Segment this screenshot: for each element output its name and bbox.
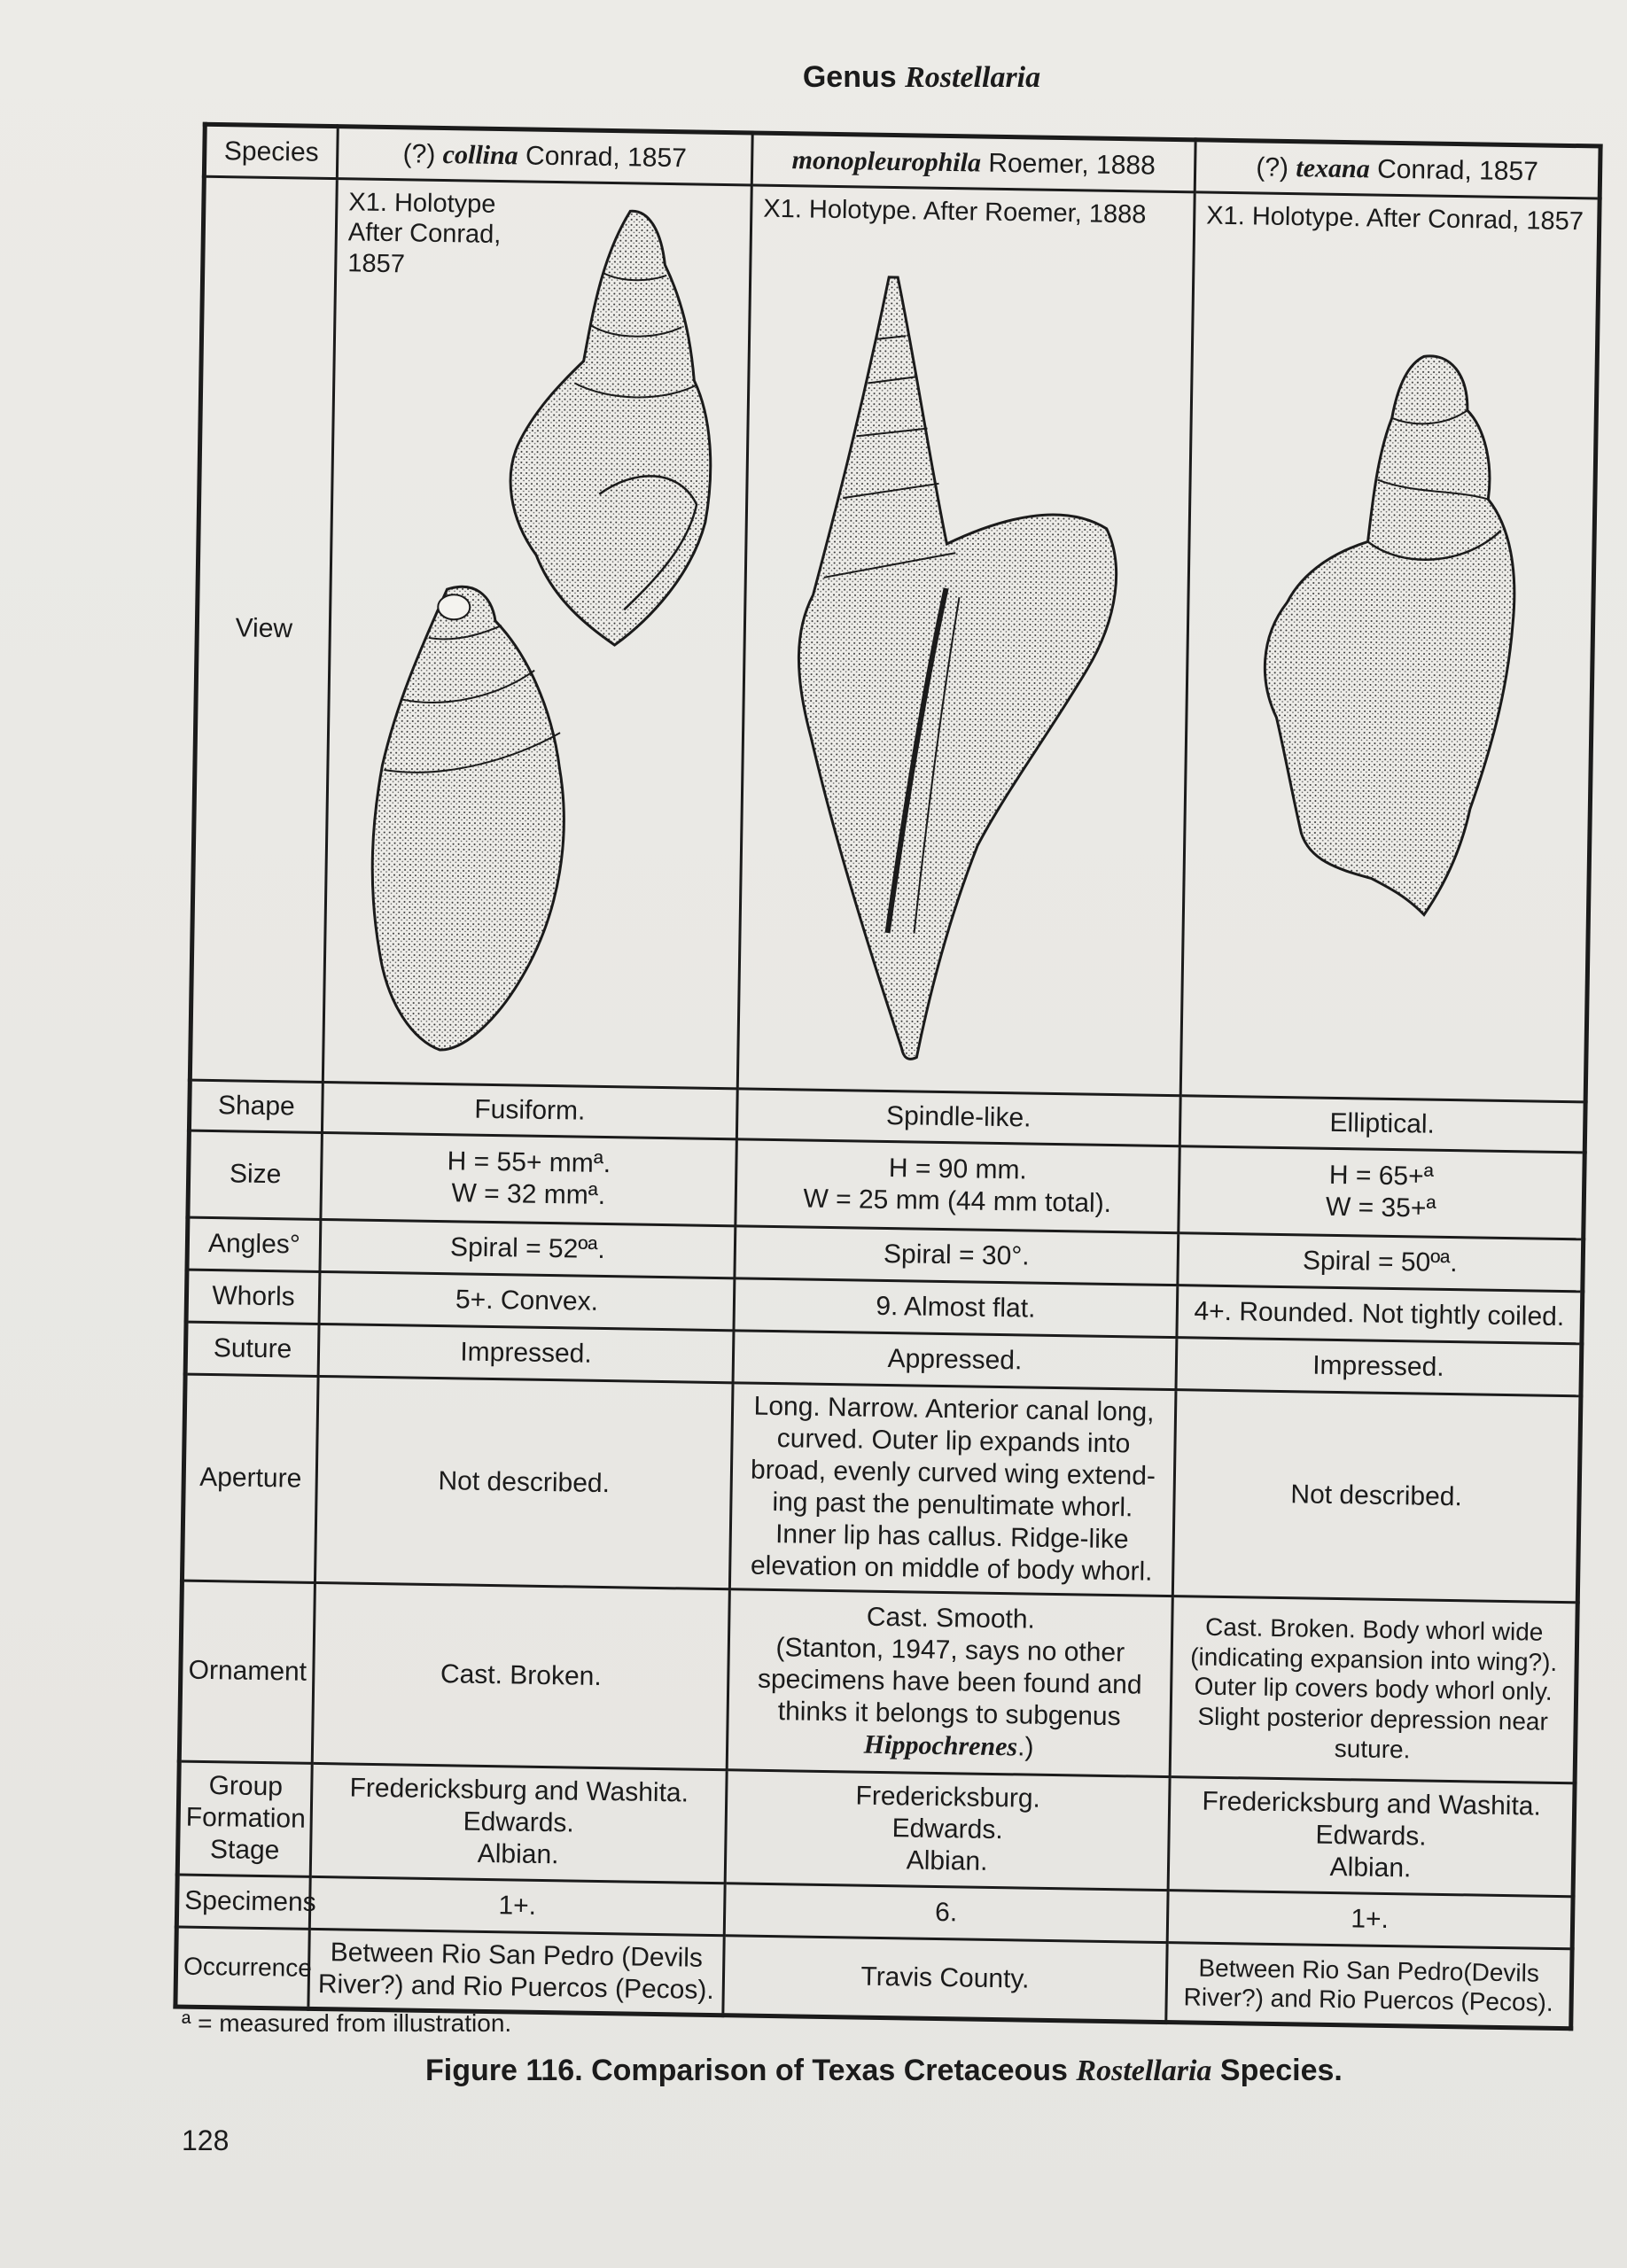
monopleurophila-shell-illustration <box>761 258 1181 1079</box>
view-collina <box>323 179 751 1089</box>
size-monopleurophila: H = 90 mm. W = 25 mm (44 mm total). <box>736 1139 1179 1233</box>
suture-texana: Impressed. <box>1176 1338 1582 1396</box>
occurrence-monopleurophila: Travis County. <box>723 1936 1167 2023</box>
aperture-collina: Not described. <box>315 1377 733 1589</box>
row-label-size: Size <box>188 1130 323 1219</box>
suture-collina: Impressed. <box>318 1324 734 1383</box>
shape-texana: Elliptical. <box>1179 1096 1585 1153</box>
species-header-texana: (?) texana Conrad, 1857 <box>1195 140 1600 198</box>
size-collina: H = 55+ mmª. W = 32 mmª. <box>321 1132 736 1225</box>
view-caption-texana: X1. Holotype. After Conrad, 1857 <box>1206 201 1584 237</box>
row-label-aperture: Aperture <box>182 1374 318 1582</box>
row-label-whorls: Whorls <box>186 1270 320 1324</box>
specimens-monopleurophila: 6. <box>724 1884 1168 1943</box>
row-label-species: Species <box>204 124 338 178</box>
whorls-collina: 5+. Convex. <box>319 1271 735 1330</box>
occurrence-collina: Between Rio San Pedro (Devils River?) and Rio Puercos (Pecos). <box>308 1930 724 2016</box>
angles-texana: Spiral = 50ºª. <box>1178 1232 1584 1291</box>
group-collina: Fredericksburg and Washita. Edwards. Albian. <box>310 1763 727 1884</box>
genus-heading: Genus Rostellaria <box>802 60 1041 94</box>
footnote: ª = measured from illustration. <box>182 2009 512 2037</box>
suture-monopleurophila: Appressed. <box>733 1331 1177 1390</box>
species-comparison-table <box>173 122 1602 2031</box>
shape-collina: Fusiform. <box>322 1082 737 1138</box>
row-label-group-formation-stage: Group Formation Stage <box>177 1761 312 1877</box>
ornament-collina: Cast. Broken. <box>312 1582 729 1769</box>
row-label-specimens: Specimens <box>176 1875 310 1929</box>
page-number: 128 <box>182 2124 230 2156</box>
view-caption-monopleurophila: X1. Holotype. After Roemer, 1888 <box>763 194 1147 229</box>
specimens-texana: 1+. <box>1167 1891 1573 1949</box>
shape-monopleurophila: Spindle-like. <box>736 1089 1180 1146</box>
texana-shell-illustration <box>1237 336 1566 961</box>
whorls-texana: 4+. Rounded. Not tightly coiled. <box>1177 1285 1583 1344</box>
collina-shell-illustration-lower <box>342 571 616 1071</box>
ornament-row <box>179 1581 1577 1783</box>
angles-monopleurophila: Spiral = 30°. <box>735 1226 1179 1285</box>
ornament-texana: Cast. Broken. Body whorl wide (indicating expansion into wing?). Outer lip covers body whorl only. Slight posterior depression near suture. <box>1170 1596 1577 1783</box>
aperture-row <box>182 1374 1580 1602</box>
whorls-monopleurophila: 9. Almost flat. <box>734 1278 1178 1338</box>
group-texana: Fredericksburg and Washita. Edwards. Albian. <box>1168 1776 1575 1897</box>
view-caption-collina: X1. Holotype After Conrad, 1857 <box>347 188 502 278</box>
species-header-collina: (?) collina Conrad, 1857 <box>337 127 752 185</box>
size-texana: H = 65+ª W = 35+ª <box>1179 1146 1584 1239</box>
row-label-ornament: Ornament <box>179 1581 315 1763</box>
row-label-angles: Angles° <box>187 1217 321 1271</box>
figure-caption: Figure 116. Comparison of Texas Cretaceous Rostellaria Species. <box>425 2054 1343 2087</box>
angles-collina: Spiral = 52ºª. <box>320 1219 736 1278</box>
species-header-monopleurophila: monopleurophila Roemer, 1888 <box>751 133 1195 192</box>
row-label-shape: Shape <box>189 1080 323 1132</box>
aperture-monopleurophila: Long. Narrow. Anterior canal long, curved. Outer lip expands into broad, evenly curved wing extend- ing past the penultimate whorl. Inner lip has callus. Ridge-like elevation on middle of body whorl. <box>729 1383 1176 1596</box>
view-texana <box>1180 192 1600 1102</box>
row-label-occurrence: Occurrence <box>175 1927 309 2008</box>
occurrence-texana: Between Rio San Pedro(Devils River?) and Rio Puercos (Pecos). <box>1166 1943 1572 2029</box>
view-monopleurophila <box>737 185 1195 1095</box>
aperture-texana: Not described. <box>1172 1390 1581 1603</box>
specimens-collina: 1+. <box>309 1876 725 1935</box>
row-label-view: View <box>190 176 337 1082</box>
view-row <box>190 176 1600 1101</box>
ornament-monopleurophila: Cast. Smooth. (Stanton, 1947, says no other specimens have been found and thinks it belongs to subgenus Hippochrenes.) <box>727 1588 1172 1776</box>
row-label-suture: Suture <box>185 1322 319 1376</box>
group-formation-stage-row <box>177 1761 1575 1897</box>
group-monopleurophila: Fredericksburg. Edwards. Albian. <box>725 1769 1170 1890</box>
